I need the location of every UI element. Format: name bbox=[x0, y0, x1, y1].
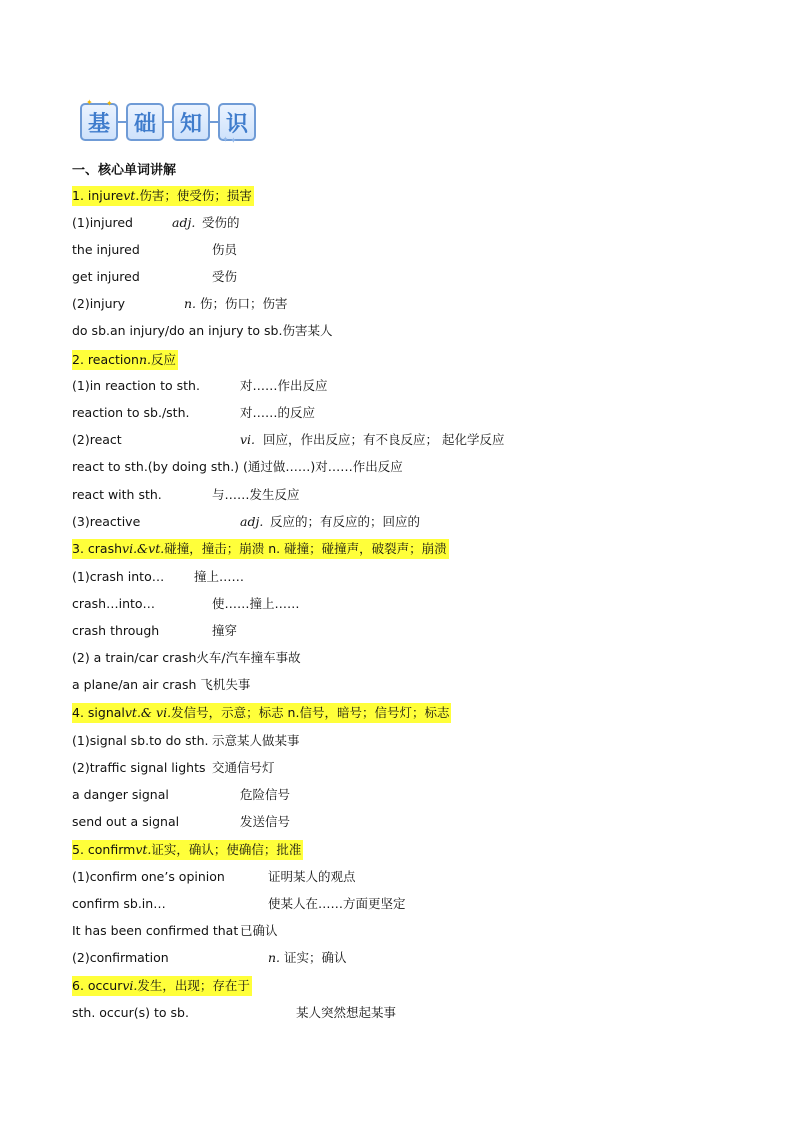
item-phrase: (1)in reaction to sth. bbox=[72, 378, 200, 393]
item-meaning: 证实；确认 bbox=[284, 950, 347, 965]
badge-connector bbox=[118, 121, 126, 123]
sparkle-icon: ✦ bbox=[86, 98, 93, 107]
badge-tile bbox=[80, 98, 118, 141]
item-phrase: (2)traffic signal lights bbox=[72, 760, 206, 775]
entry-item bbox=[72, 731, 732, 751]
entry-item bbox=[72, 621, 732, 641]
badge-tile bbox=[126, 103, 164, 141]
item-meaning: 对……作出反应 bbox=[240, 378, 328, 393]
headword-pos: vt. bbox=[123, 188, 140, 203]
item-phrase: sth. occur(s) to sb. bbox=[72, 1005, 189, 1020]
item-pos: n. bbox=[268, 950, 281, 965]
item-pos: n. bbox=[184, 296, 197, 311]
item-pos: vi. bbox=[240, 432, 256, 447]
item-meaning: 示意某人做某事 bbox=[212, 733, 300, 748]
item-phrase: (1)injured bbox=[72, 215, 133, 230]
entry-item bbox=[72, 675, 732, 695]
item-phrase: confirm sb.in… bbox=[72, 896, 166, 911]
headword-meaning: 伤害；使受伤；损害 bbox=[139, 188, 252, 203]
sparkle-icon: ✦ bbox=[106, 99, 113, 108]
badge-char: 知 bbox=[179, 111, 202, 137]
headword-highlight bbox=[72, 840, 303, 860]
item-meaning: 与……发生反应 bbox=[212, 487, 300, 502]
headword-highlight bbox=[72, 703, 451, 723]
item-phrase: (2)injury bbox=[72, 296, 126, 311]
entry-item bbox=[72, 294, 732, 314]
headword-text: 1. injure bbox=[72, 188, 124, 203]
item-phrase: crash through bbox=[72, 623, 160, 638]
badge-tile bbox=[218, 103, 256, 145]
item-phrase: (2)confirmation bbox=[72, 950, 169, 965]
item-meaning: 发送信号 bbox=[240, 814, 291, 829]
item-phrase: (3)reactive bbox=[72, 514, 141, 529]
entry-item bbox=[72, 213, 732, 233]
headword-pos: vi.&vt. bbox=[122, 541, 165, 556]
headword-highlight bbox=[72, 976, 252, 996]
sparkle-icon: ✦ bbox=[230, 136, 237, 145]
item-phrase: react to sth.(by doing sth.) (通过做……)对……作出反应 bbox=[72, 459, 403, 474]
item-phrase: (1)crash into… bbox=[72, 569, 165, 584]
headword-pos: vt. bbox=[135, 842, 152, 857]
headword-highlight bbox=[72, 539, 449, 559]
item-meaning: 伤害某人 bbox=[282, 323, 333, 338]
entry-item bbox=[72, 457, 732, 477]
badge-connector bbox=[164, 121, 172, 123]
entry-item bbox=[72, 376, 732, 396]
entry-item bbox=[72, 648, 732, 668]
headword-meaning: 碰撞，撞击；崩溃 n. 碰撞；碰撞声，破裂声；崩溃 bbox=[164, 541, 447, 556]
headword-pos: vi. bbox=[122, 978, 138, 993]
badge-char: 基 bbox=[87, 111, 110, 137]
headword-text: 2. reaction bbox=[72, 352, 139, 367]
badge-char: 础 bbox=[133, 111, 156, 137]
item-phrase: (2) a train/car crash火车/汽车撞车事故 bbox=[72, 650, 301, 665]
item-meaning: 使……撞上…… bbox=[212, 596, 300, 611]
item-phrase: reaction to sb./sth. bbox=[72, 405, 190, 420]
entry-item bbox=[72, 785, 732, 805]
item-phrase: a danger signal bbox=[72, 787, 169, 802]
entry-headword bbox=[72, 539, 449, 559]
item-meaning: 交通信号灯 bbox=[212, 760, 275, 775]
item-phrase: the injured bbox=[72, 242, 140, 257]
item-phrase: (1)confirm one’s opinion bbox=[72, 869, 225, 884]
entry-item bbox=[72, 403, 732, 423]
item-phrase: It has been confirmed that bbox=[72, 923, 239, 938]
item-phrase: react with sth. bbox=[72, 487, 162, 502]
headword-meaning: 发信号，示意；标志 n.信号，暗号；信号灯；标志 bbox=[171, 705, 450, 720]
item-phrase: crash…into… bbox=[72, 596, 156, 611]
badge-connector bbox=[210, 121, 218, 123]
entry-item bbox=[72, 758, 732, 778]
entry-headword bbox=[72, 976, 252, 996]
headword-highlight bbox=[72, 186, 254, 206]
badge-char: 识 bbox=[225, 111, 248, 137]
headword-meaning: 证实，确认；使确信；批准 bbox=[151, 842, 302, 857]
item-meaning: 受伤的 bbox=[202, 215, 240, 230]
headword-pos: vt.& vi. bbox=[124, 705, 172, 720]
headword-meaning: 反应 bbox=[150, 352, 176, 367]
entry-item bbox=[72, 567, 732, 587]
headword-text: 6. occur bbox=[72, 978, 123, 993]
entry-item bbox=[72, 267, 732, 287]
item-meaning: 已确认 bbox=[240, 923, 278, 938]
item-meaning: 受伤 bbox=[212, 269, 238, 284]
item-meaning: 对……的反应 bbox=[240, 405, 316, 420]
item-phrase: send out a signal bbox=[72, 814, 180, 829]
item-meaning: 反应的；有反应的；回应的 bbox=[270, 514, 421, 529]
headword-text: 4. signal bbox=[72, 705, 125, 720]
entry-item bbox=[72, 512, 732, 532]
item-phrase: do sb.an injury/do an injury to sb. bbox=[72, 323, 283, 338]
entry-headword bbox=[72, 350, 178, 370]
entry-item bbox=[72, 240, 732, 260]
entry-item bbox=[72, 321, 732, 341]
headword-meaning: 发生，出现；存在于 bbox=[137, 978, 250, 993]
item-meaning: 回应，作出反应；有不良反应； 起化学反应 bbox=[263, 432, 505, 447]
item-phrase: get injured bbox=[72, 269, 140, 284]
item-meaning: 使某人在……方面更坚定 bbox=[268, 896, 406, 911]
item-meaning: 伤；伤口；伤害 bbox=[200, 296, 288, 311]
section-title: 一、核心单词讲解 bbox=[72, 163, 177, 178]
sparkle-icon: ✦ bbox=[222, 135, 229, 144]
headword-text: 3. crash bbox=[72, 541, 123, 556]
entry-item bbox=[72, 1003, 732, 1023]
item-meaning: 撞上…… bbox=[194, 569, 245, 584]
item-meaning: 伤员 bbox=[212, 242, 238, 257]
item-meaning: 危险信号 bbox=[240, 787, 291, 802]
item-meaning: 某人突然想起某事 bbox=[296, 1005, 397, 1020]
entry-item bbox=[72, 894, 732, 914]
entry-headword bbox=[72, 840, 303, 860]
item-meaning: 撞穿 bbox=[212, 623, 238, 638]
entry-headword bbox=[72, 186, 254, 206]
item-pos: adj. bbox=[172, 215, 196, 230]
headword-pos: n. bbox=[138, 352, 151, 367]
entry-item bbox=[72, 921, 732, 941]
item-meaning: 证明某人的观点 bbox=[268, 869, 356, 884]
headword-highlight bbox=[72, 350, 178, 370]
entry-headword bbox=[72, 703, 451, 723]
item-phrase: a plane/an air crash 飞机失事 bbox=[72, 677, 251, 692]
item-phrase: (1)signal sb.to do sth. bbox=[72, 733, 209, 748]
entry-item bbox=[72, 867, 732, 887]
entry-item bbox=[72, 485, 732, 505]
entry-item bbox=[72, 430, 732, 450]
item-phrase: (2)react bbox=[72, 432, 122, 447]
headword-text: 5. confirm bbox=[72, 842, 136, 857]
entry-item bbox=[72, 812, 732, 832]
badge-tile bbox=[172, 103, 210, 141]
entry-item bbox=[72, 594, 732, 614]
section-badge bbox=[80, 98, 256, 145]
entry-item bbox=[72, 948, 732, 968]
item-pos: adj. bbox=[240, 514, 264, 529]
